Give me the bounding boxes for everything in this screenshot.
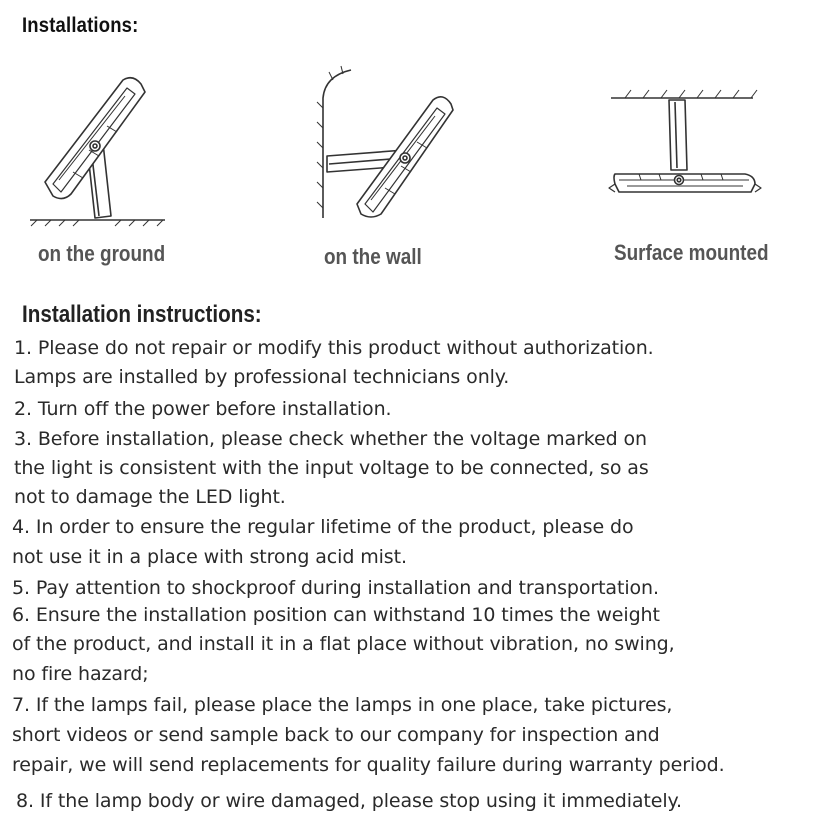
caption-surface-mounted: Surface mounted bbox=[614, 240, 769, 265]
instruction-line: 4. In order to ensure the regular lifetime of the product, please do bbox=[12, 516, 634, 538]
instruction-line: short videos or send sample back to our company for inspection and bbox=[12, 724, 660, 746]
instruction-line: 8. If the lamp body or wire damaged, please stop using it immediately. bbox=[16, 790, 682, 812]
instruction-line: 6. Ensure the installation position can withstand 10 times the weight bbox=[12, 604, 660, 626]
floodlight-surface-mount-icon bbox=[605, 88, 765, 208]
floodlight-wall-mount-icon bbox=[315, 68, 475, 228]
section-title-installations: Installations: bbox=[22, 14, 139, 37]
instruction-line: repair, we will send replacements for quality failure during warranty period. bbox=[12, 754, 725, 776]
instruction-line: 3. Before installation, please check whether the voltage marked on bbox=[14, 428, 647, 450]
caption-on-the-wall: on the wall bbox=[324, 244, 422, 269]
instruction-line: of the product, and install it in a flat place without vibration, no swing, bbox=[12, 633, 675, 655]
instruction-line: 5. Pay attention to shockproof during installation and transportation. bbox=[12, 577, 659, 599]
instruction-line: Lamps are installed by professional technicians only. bbox=[14, 366, 510, 388]
instruction-line: not use it in a place with strong acid mist. bbox=[12, 546, 407, 568]
instruction-line: 2. Turn off the power before installation. bbox=[14, 398, 392, 420]
caption-on-the-ground: on the ground bbox=[38, 241, 166, 266]
instruction-line: no fire hazard; bbox=[12, 663, 149, 685]
instruction-line: not to damage the LED light. bbox=[14, 486, 286, 508]
floodlight-ground-mount-icon bbox=[25, 70, 185, 230]
section-title-installation-instructions: Installation instructions: bbox=[22, 301, 262, 328]
instruction-line: the light is consistent with the input voltage to be connected, so as bbox=[14, 457, 649, 479]
instruction-line: 1. Please do not repair or modify this product without authorization. bbox=[14, 337, 654, 359]
instruction-line: 7. If the lamps fail, please place the lamps in one place, take pictures, bbox=[12, 694, 673, 716]
